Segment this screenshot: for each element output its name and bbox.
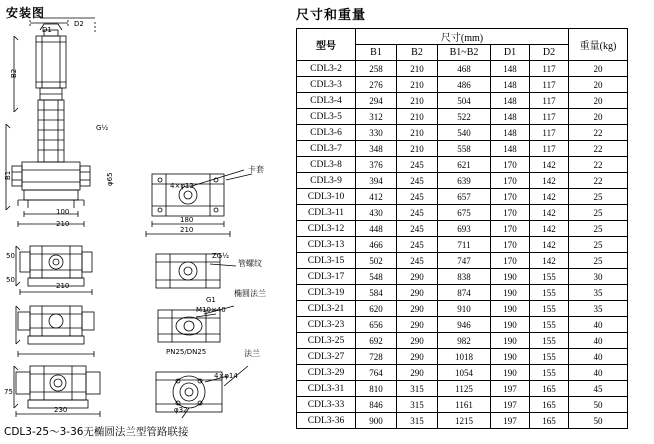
header-b1-b2: B1~B2: [438, 45, 491, 61]
dim-label-210-c: 210: [56, 282, 70, 290]
cell-b1-b2: 693: [438, 221, 491, 237]
cell-d2: 117: [530, 141, 569, 157]
cell-weight: 40: [569, 365, 628, 381]
cell-b2: 245: [397, 173, 438, 189]
cell-model: CDL3-4: [297, 93, 356, 109]
cell-d1: 148: [491, 109, 530, 125]
cell-b1: 846: [356, 397, 397, 413]
cell-d2: 117: [530, 77, 569, 93]
table-row: [297, 205, 628, 221]
cell-b2: 210: [397, 109, 438, 125]
cell-b1-b2: 639: [438, 173, 491, 189]
cell-d1: 170: [491, 253, 530, 269]
cell-b2: 245: [397, 189, 438, 205]
cell-b1: 466: [356, 237, 397, 253]
cell-weight: 25: [569, 205, 628, 221]
cell-b2: 245: [397, 237, 438, 253]
cell-b1-b2: 946: [438, 317, 491, 333]
cell-weight: 25: [569, 237, 628, 253]
cell-model: CDL3-15: [297, 253, 356, 269]
cell-weight: 20: [569, 61, 628, 77]
dim-label-180: 180: [180, 216, 194, 224]
table-row: [297, 157, 628, 173]
cell-weight: 22: [569, 173, 628, 189]
cell-weight: 35: [569, 301, 628, 317]
cell-d1: 190: [491, 301, 530, 317]
cell-b1: 900: [356, 413, 397, 429]
cell-b1: 764: [356, 365, 397, 381]
cell-d1: 190: [491, 349, 530, 365]
dim-label-b2: B2: [10, 68, 18, 78]
cell-d1: 190: [491, 365, 530, 381]
table-row: [297, 173, 628, 189]
cell-b1: 448: [356, 221, 397, 237]
cell-b1: 294: [356, 93, 397, 109]
dim-label-b1: B1: [4, 170, 12, 180]
cell-d2: 155: [530, 285, 569, 301]
cell-b1: 584: [356, 285, 397, 301]
cell-weight: 40: [569, 317, 628, 333]
cell-b1: 312: [356, 109, 397, 125]
label-phi65: φ65: [106, 172, 114, 186]
cell-d2: 142: [530, 205, 569, 221]
cell-d2: 155: [530, 317, 569, 333]
cell-weight: 50: [569, 413, 628, 429]
table-body: [297, 61, 628, 429]
cell-b1: 692: [356, 333, 397, 349]
dim-label-50-a: 50: [6, 252, 15, 260]
cell-d1: 148: [491, 141, 530, 157]
cell-b2: 245: [397, 157, 438, 173]
dim-label-75: 75: [4, 388, 13, 396]
label-phi32: φ32: [174, 406, 188, 414]
cell-model: CDL3-12: [297, 221, 356, 237]
cell-model: CDL3-13: [297, 237, 356, 253]
cell-b1: 810: [356, 381, 397, 397]
table-row: [297, 93, 628, 109]
cell-d2: 142: [530, 157, 569, 173]
header-model: 型号: [297, 29, 356, 61]
cell-model: CDL3-8: [297, 157, 356, 173]
cell-b1: 276: [356, 77, 397, 93]
cell-weight: 30: [569, 269, 628, 285]
cell-weight: 45: [569, 381, 628, 397]
header-weight: 重量(kg): [569, 29, 628, 61]
cell-d2: 117: [530, 109, 569, 125]
cell-d1: 148: [491, 61, 530, 77]
cell-d2: 117: [530, 61, 569, 77]
cell-b1-b2: 747: [438, 253, 491, 269]
cell-b1-b2: 621: [438, 157, 491, 173]
cell-d2: 142: [530, 189, 569, 205]
cell-b2: 290: [397, 269, 438, 285]
table-row: [297, 189, 628, 205]
cell-b2: 245: [397, 253, 438, 269]
label-pn25-dn25: PN25/DN25: [166, 348, 207, 356]
cell-b1: 548: [356, 269, 397, 285]
table-header-row-1: [297, 29, 628, 45]
cell-d2: 155: [530, 333, 569, 349]
cell-d2: 155: [530, 301, 569, 317]
cell-b1-b2: 657: [438, 189, 491, 205]
installation-drawing-panel: [0, 0, 288, 444]
cell-weight: 25: [569, 221, 628, 237]
cell-b2: 290: [397, 349, 438, 365]
header-dimensions: 尺寸(mm): [356, 29, 569, 45]
cell-d1: 197: [491, 381, 530, 397]
cell-b2: 315: [397, 413, 438, 429]
table-row: [297, 109, 628, 125]
cell-d1: 197: [491, 397, 530, 413]
cell-b1-b2: 522: [438, 109, 491, 125]
cell-d1: 170: [491, 189, 530, 205]
cell-weight: 50: [569, 397, 628, 413]
dim-label-210-b: 210: [56, 220, 70, 228]
dimension-table-panel: [292, 0, 654, 444]
table-row: [297, 269, 628, 285]
cell-b1-b2: 486: [438, 77, 491, 93]
cell-d2: 155: [530, 349, 569, 365]
cell-d1: 148: [491, 77, 530, 93]
cell-d2: 155: [530, 269, 569, 285]
cell-model: CDL3-23: [297, 317, 356, 333]
header-d1: D1: [491, 45, 530, 61]
cell-d1: 170: [491, 237, 530, 253]
cell-model: CDL3-19: [297, 285, 356, 301]
cell-model: CDL3-3: [297, 77, 356, 93]
thread-label-g-half: G½: [96, 124, 109, 132]
table-row: [297, 141, 628, 157]
label-flange: 法兰: [244, 349, 260, 358]
cell-model: CDL3-27: [297, 349, 356, 365]
table-row: [297, 381, 628, 397]
cell-model: CDL3-29: [297, 365, 356, 381]
cell-d1: 148: [491, 125, 530, 141]
dim-label-50-b: 50: [6, 276, 15, 284]
cell-d1: 170: [491, 205, 530, 221]
cell-b2: 290: [397, 285, 438, 301]
table-row: [297, 125, 628, 141]
cell-b1-b2: 1054: [438, 365, 491, 381]
thread-label-g1: G1: [206, 296, 216, 304]
cell-model: CDL3-21: [297, 301, 356, 317]
cell-b1: 394: [356, 173, 397, 189]
cell-weight: 40: [569, 333, 628, 349]
cell-b1-b2: 910: [438, 301, 491, 317]
table-title: 尺寸和重量: [296, 8, 367, 23]
header-d2: D2: [530, 45, 569, 61]
cell-weight: 35: [569, 285, 628, 301]
label-cartridge: 卡套: [248, 165, 264, 174]
cell-d2: 142: [530, 237, 569, 253]
cell-weight: 22: [569, 141, 628, 157]
cell-model: CDL3-25: [297, 333, 356, 349]
cell-b1-b2: 1215: [438, 413, 491, 429]
cell-b2: 210: [397, 61, 438, 77]
label-4xphi14: 4×φ14: [214, 372, 238, 380]
cell-b1-b2: 874: [438, 285, 491, 301]
cell-b1: 620: [356, 301, 397, 317]
cell-b1-b2: 982: [438, 333, 491, 349]
header-b1: B1: [356, 45, 397, 61]
cell-b1: 728: [356, 349, 397, 365]
table-row: [297, 301, 628, 317]
label-4xphi13: 4×φ13: [170, 182, 194, 190]
header-b2: B2: [397, 45, 438, 61]
bolt-label-m10x40: M10×40: [196, 306, 226, 314]
drawing-title: 安装图: [6, 6, 46, 20]
cell-model: CDL3-5: [297, 109, 356, 125]
cell-d1: 170: [491, 157, 530, 173]
cell-b2: 290: [397, 301, 438, 317]
cell-b2: 210: [397, 141, 438, 157]
table-row: [297, 61, 628, 77]
dim-label-100: 100: [56, 208, 70, 216]
cell-d2: 117: [530, 125, 569, 141]
table-row: [297, 349, 628, 365]
dim-label-d1: D1: [42, 26, 52, 34]
cell-b1: 656: [356, 317, 397, 333]
cell-model: CDL3-33: [297, 397, 356, 413]
table-row: [297, 285, 628, 301]
thread-label-zg-half: ZG½: [212, 252, 230, 260]
table-row: [297, 397, 628, 413]
cell-d1: 170: [491, 173, 530, 189]
table-row: [297, 237, 628, 253]
cell-b2: 245: [397, 221, 438, 237]
cell-model: CDL3-10: [297, 189, 356, 205]
table-row: [297, 333, 628, 349]
cell-d2: 142: [530, 173, 569, 189]
cell-b1-b2: 468: [438, 61, 491, 77]
drawing-caption: CDL3-25～3-36无椭圆法兰型管路联接: [4, 426, 189, 438]
cell-b1-b2: 558: [438, 141, 491, 157]
cell-b1: 502: [356, 253, 397, 269]
cell-weight: 22: [569, 157, 628, 173]
cell-model: CDL3-36: [297, 413, 356, 429]
cell-d1: 148: [491, 93, 530, 109]
cell-d1: 197: [491, 413, 530, 429]
cell-weight: 20: [569, 109, 628, 125]
cell-d2: 142: [530, 253, 569, 269]
cell-b1-b2: 711: [438, 237, 491, 253]
cell-b1: 348: [356, 141, 397, 157]
cell-model: CDL3-17: [297, 269, 356, 285]
cell-model: CDL3-31: [297, 381, 356, 397]
cell-b1: 258: [356, 61, 397, 77]
dimensions-weight-table: [296, 28, 628, 429]
cell-b2: 290: [397, 365, 438, 381]
cell-d1: 170: [491, 221, 530, 237]
label-pipe-thread: 管螺纹: [238, 259, 262, 268]
cell-d1: 190: [491, 333, 530, 349]
cell-weight: 25: [569, 189, 628, 205]
cell-b2: 210: [397, 125, 438, 141]
cell-d2: 117: [530, 93, 569, 109]
table-row: [297, 317, 628, 333]
dim-label-230: 230: [54, 406, 68, 414]
cell-d2: 165: [530, 413, 569, 429]
cell-b1-b2: 1161: [438, 397, 491, 413]
cell-weight: 25: [569, 253, 628, 269]
cell-d1: 190: [491, 285, 530, 301]
table-row: [297, 413, 628, 429]
cell-weight: 20: [569, 77, 628, 93]
cell-d2: 165: [530, 397, 569, 413]
cell-model: CDL3-9: [297, 173, 356, 189]
cell-b1: 330: [356, 125, 397, 141]
cell-b2: 315: [397, 381, 438, 397]
dim-label-d2: D2: [74, 20, 84, 28]
cell-d2: 165: [530, 381, 569, 397]
dim-label-210-a: 210: [180, 226, 194, 234]
cell-d1: 190: [491, 317, 530, 333]
table-row: [297, 365, 628, 381]
cell-b1-b2: 540: [438, 125, 491, 141]
cell-b1-b2: 838: [438, 269, 491, 285]
cell-b2: 245: [397, 205, 438, 221]
cell-weight: 20: [569, 93, 628, 109]
cell-b1-b2: 1125: [438, 381, 491, 397]
cell-b2: 210: [397, 77, 438, 93]
cell-b1: 430: [356, 205, 397, 221]
label-oval-flange: 椭圆法兰: [234, 289, 266, 298]
cell-b1: 412: [356, 189, 397, 205]
table-row: [297, 77, 628, 93]
cell-b2: 290: [397, 333, 438, 349]
cell-model: CDL3-6: [297, 125, 356, 141]
cell-d2: 155: [530, 365, 569, 381]
cell-b1-b2: 504: [438, 93, 491, 109]
table-row: [297, 253, 628, 269]
pump-installation-drawing: [0, 14, 288, 420]
cell-model: CDL3-2: [297, 61, 356, 77]
table-row: [297, 221, 628, 237]
cell-weight: 40: [569, 349, 628, 365]
cell-b2: 290: [397, 317, 438, 333]
cell-b1: 376: [356, 157, 397, 173]
cell-d1: 190: [491, 269, 530, 285]
cell-b1-b2: 1018: [438, 349, 491, 365]
cell-model: CDL3-7: [297, 141, 356, 157]
cell-model: CDL3-11: [297, 205, 356, 221]
cell-b1-b2: 675: [438, 205, 491, 221]
cell-b2: 315: [397, 397, 438, 413]
cell-weight: 22: [569, 125, 628, 141]
cell-d2: 142: [530, 221, 569, 237]
cell-b2: 210: [397, 93, 438, 109]
